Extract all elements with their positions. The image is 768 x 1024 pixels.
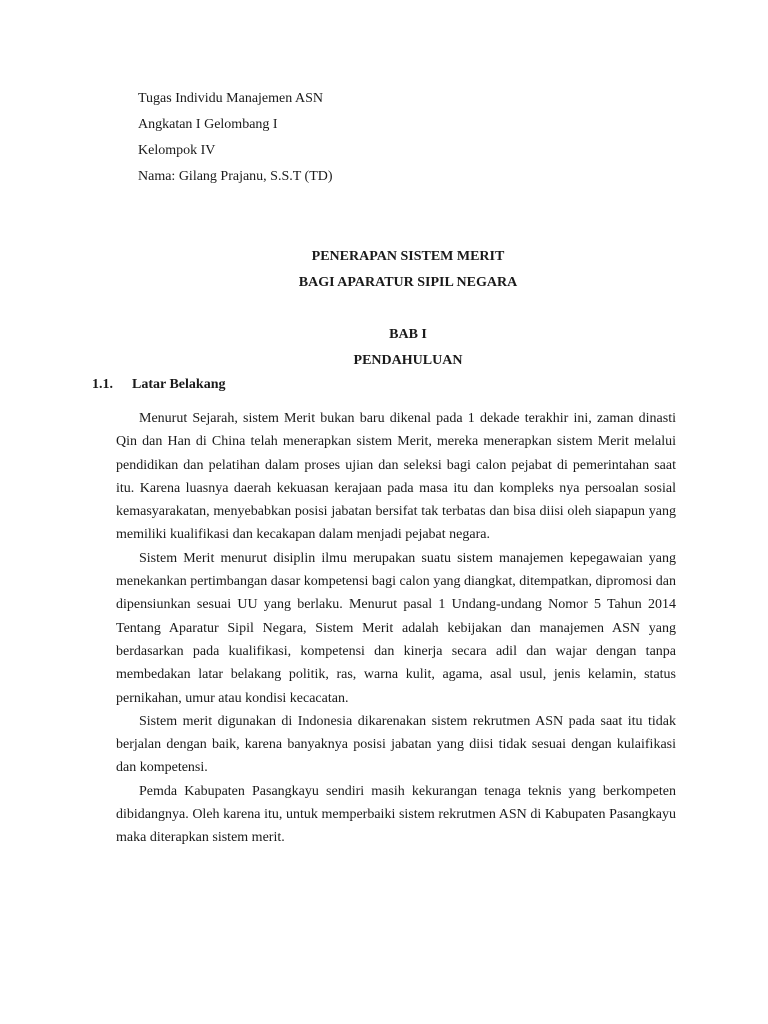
section-title: Latar Belakang: [132, 377, 226, 392]
body-text: [116, 407, 676, 850]
header-author: Nama: Gilang Prajanu, S.S.T (TD): [138, 169, 333, 184]
assignment-header: [138, 86, 333, 190]
paragraph: Sistem merit digunakan di Indonesia dikarenakan sistem rekrutmen ASN pada saat itu tidak berjalan dengan baik, karena banyaknya posisi jabatan yang diisi tidak sesuai dengan kulaifikasi dan kompetensi.: [116, 713, 676, 776]
chapter-heading: [0, 322, 768, 374]
header-course: Tugas Individu Manajemen ASN: [138, 91, 323, 106]
section-number: 1.1.: [92, 377, 113, 392]
chapter-name: PENDAHULUAN: [353, 353, 463, 368]
header-group: Kelompok IV: [138, 143, 216, 158]
title-line-1: PENERAPAN SISTEM MERIT: [311, 249, 505, 264]
section-heading: [92, 374, 225, 396]
document-title: [0, 244, 768, 296]
chapter-number: BAB I: [389, 327, 427, 342]
paragraph: Menurut Sejarah, sistem Merit bukan baru dikenal pada 1 dekade terakhir ini, zaman dinasti Qin dan Han di China telah menerapkan sistem Merit, mereka menerapkan sistem Merit melalui pendidikan dan pelatihan dalam proses ujian dan seleksi bagi calon pejabat di pemerintahan saat itu. Karena luasnya daerah kekuasan kerajaan pada masa itu dan kompleks nya persoalan sosial kemasyarakatan, menyebabkan posisi jabatan bersifat tak terbatas dan bisa diisi oleh siapapun yang memiliki kualifikasi dan kecakapan dalam menjadi pejabat negara.: [116, 411, 676, 543]
paragraph: Pemda Kabupaten Pasangkayu sendiri masih kekurangan tenaga teknis yang berkompeten dibidangnya. Oleh karena itu, untuk memperbaiki sistem rekrutmen ASN di Kabupaten Pasangkayu maka diterapkan sistem merit.: [116, 783, 676, 846]
title-line-2: BAGI APARATUR SIPIL NEGARA: [298, 275, 518, 290]
paragraph: Sistem Merit menurut disiplin ilmu merupakan suatu sistem manajemen kepegawaian yang menekankan pertimbangan dasar kompetensi bagi calon yang diangkat, ditempatkan, dipromosi dan dipensiunkan sesuai UU yang berlaku. Menurut pasal 1 Undang-undang Nomor 5 Tahun 2014 Tentang Aparatur Sipil Negara, Sistem Merit adalah kebijakan dan manajemen ASN yang berdasarkan pada kualifikasi, kompetensi dan kinerja secara adil dan wajar dengan tanpa membedakan latar belakang politik, ras, warna kulit, agama, asal usul, jenis kelamin, status pernikahan, umur atau kondisi kecacatan.: [116, 550, 676, 706]
header-batch: Angkatan I Gelombang I: [138, 117, 278, 132]
